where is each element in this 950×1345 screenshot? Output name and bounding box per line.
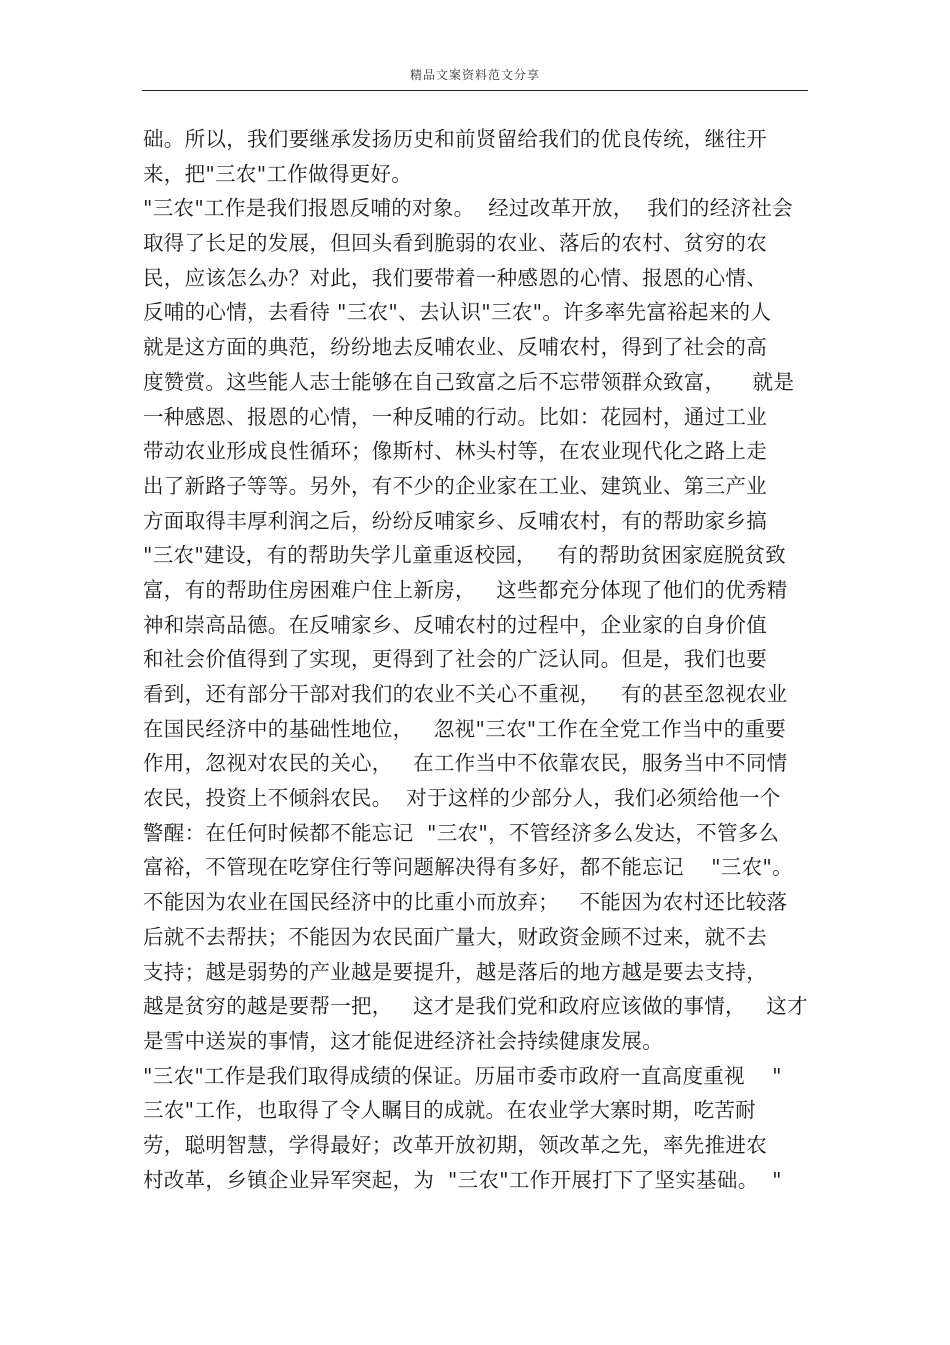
text-line: 农民，投资上不倾斜农民。 对于这样的少部分人，我们必须给他一个 [143,786,781,811]
text-line: 一种感恩、报恩的心情，一种反哺的行动。比如：花园村，通过工业 [143,404,767,429]
text-line: "三农"工作是我们取得成绩的保证。历届市委市政府一直高度重视 " [143,1063,782,1088]
text-line: 支持；越是弱势的产业越是要提升，越是落后的地方越是要去支持， [143,959,767,984]
text-line: 方面取得丰厚利润之后，纷纷反哺家乡、反哺农村，有的帮助家乡搞 [143,508,767,533]
text-line: 后就不去帮扶；不能因为农民面广量大，财政资金顾不过来，就不去 [143,924,767,949]
text-line: 础。所以，我们要继承发扬历史和前贤留给我们的优良传统，继往开 [143,127,767,151]
text-line: 度赞赏。这些能人志士能够在自己致富之后不忘带领群众致富， 就是 [143,369,795,394]
text-line: 劳，聪明智慧，学得最好；改革开放初期，领改革之先，率先推进农 [143,1132,767,1157]
text-line: 取得了长足的发展，但回头看到脆弱的农业、落后的农村、贫穷的农 [143,231,767,256]
text-line: 富，有的帮助住房困难户住上新房， 这些都充分体现了他们的优秀精 [143,577,788,602]
text-line: 神和崇高品德。在反哺家乡、反哺农村的过程中，企业家的自身价值 [143,612,767,637]
header-divider [142,90,808,91]
text-line: 村改革，乡镇企业异军突起，为 "三农"工作开展打下了坚实基础。 " [143,1167,782,1192]
text-line: 三农"工作，也取得了令人瞩目的成就。在农业学大寨时期，吃苦耐 [143,1098,756,1123]
text-line: 富裕，不管现在吃穿住行等问题解决得有多好，都不能忘记 "三农"。 [143,855,793,880]
text-line: 反哺的心情，去看待 "三农"、去认识"三农"。许多率先富裕起来的人 [143,300,772,325]
text-line: "三农"建设，有的帮助失学儿童重返校园， 有的帮助贫困家庭脱贫致 [143,543,787,568]
text-line: 不能因为农业在国民经济中的比重小而放弃； 不能因为农村还比较落 [143,890,788,915]
text-line: "三农"工作是我们报恩反哺的对象。 经过改革开放， 我们的经济社会 [143,196,793,221]
page-header: 精品文案资料范文分享 [409,68,540,82]
text-line: 看到，还有部分干部对我们的农业不关心不重视， 有的甚至忽视农业 [143,682,788,706]
text-line: 作用，忽视对农民的关心， 在工作当中不依靠农民，服务当中不同情 [143,751,788,776]
body-text [143,122,813,1197]
text-line: 和社会价值得到了实现，更得到了社会的广泛认同。但是，我们也要 [143,647,767,672]
text-line: 警醒：在任何时候都不能忘记 "三农"，不管经济多么发达，不管多么 [143,820,780,845]
text-line: 就是这方面的典范，纷纷地去反哺农业、反哺农村，得到了社会的高 [143,335,767,360]
text-line: 来，把"三农"工作做得更好。 [143,161,413,186]
text-line: 民，应该怎么办？对此，我们要带着一种感恩的心情、报恩的心情、 [143,265,767,290]
text-line: 是雪中送炭的事情，这才能促进经济社会持续健康发展。 [143,1028,663,1053]
text-line: 带动农业形成良性循环；像斯村、林头村等，在农业现代化之路上走 [143,439,767,464]
text-line: 出了新路子等等。另外，有不少的企业家在工业、建筑业、第三产业 [143,473,767,498]
text-line: 在国民经济中的基础性地位， 忽视"三农"工作在全党工作当中的重要 [143,716,787,741]
text-line: 越是贫穷的越是要帮一把， 这才是我们党和政府应该做的事情， 这才 [143,994,808,1019]
